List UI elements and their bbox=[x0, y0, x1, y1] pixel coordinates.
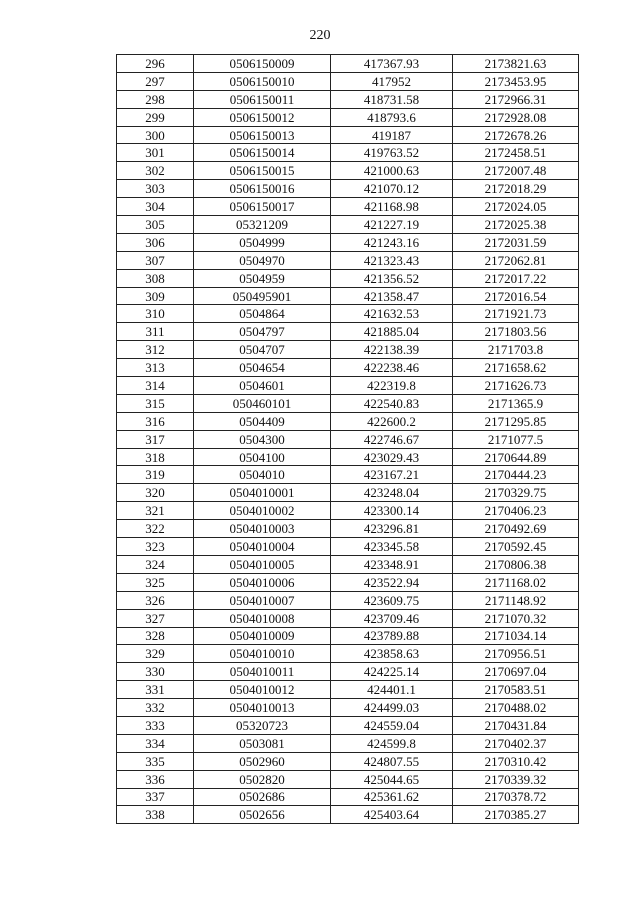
y-coordinate-cell: 2170592.45 bbox=[453, 538, 579, 556]
point-id-cell: 0506150014 bbox=[194, 144, 331, 162]
y-coordinate-cell: 2171168.02 bbox=[453, 573, 579, 591]
x-coordinate-cell: 423296.81 bbox=[331, 520, 453, 538]
y-coordinate-cell: 2173453.95 bbox=[453, 72, 579, 90]
row-number-cell: 311 bbox=[117, 323, 194, 341]
table-row bbox=[117, 198, 579, 216]
y-coordinate-cell: 2171703.8 bbox=[453, 341, 579, 359]
table-row bbox=[117, 681, 579, 699]
x-coordinate-cell: 422238.46 bbox=[331, 359, 453, 377]
point-id-cell: 0504010005 bbox=[194, 555, 331, 573]
y-coordinate-cell: 2170444.23 bbox=[453, 466, 579, 484]
row-number-cell: 313 bbox=[117, 359, 194, 377]
table-row bbox=[117, 162, 579, 180]
row-number-cell: 317 bbox=[117, 430, 194, 448]
row-number-cell: 297 bbox=[117, 72, 194, 90]
x-coordinate-cell: 421000.63 bbox=[331, 162, 453, 180]
table-row bbox=[117, 108, 579, 126]
point-id-cell: 0504797 bbox=[194, 323, 331, 341]
table-row bbox=[117, 520, 579, 538]
point-id-cell: 0502656 bbox=[194, 806, 331, 824]
y-coordinate-cell: 2172031.59 bbox=[453, 233, 579, 251]
point-id-cell: 0504010013 bbox=[194, 699, 331, 717]
x-coordinate-cell: 423167.21 bbox=[331, 466, 453, 484]
y-coordinate-cell: 2171365.9 bbox=[453, 394, 579, 412]
x-coordinate-cell: 422319.8 bbox=[331, 377, 453, 395]
point-id-cell: 0506150012 bbox=[194, 108, 331, 126]
y-coordinate-cell: 2171658.62 bbox=[453, 359, 579, 377]
point-id-cell: 0502960 bbox=[194, 752, 331, 770]
table-row bbox=[117, 448, 579, 466]
x-coordinate-cell: 419187 bbox=[331, 126, 453, 144]
table-row bbox=[117, 663, 579, 681]
y-coordinate-cell: 2172458.51 bbox=[453, 144, 579, 162]
row-number-cell: 309 bbox=[117, 287, 194, 305]
y-coordinate-cell: 2172678.26 bbox=[453, 126, 579, 144]
point-id-cell: 0504864 bbox=[194, 305, 331, 323]
row-number-cell: 322 bbox=[117, 520, 194, 538]
point-id-cell: 0504010002 bbox=[194, 502, 331, 520]
row-number-cell: 333 bbox=[117, 716, 194, 734]
row-number-cell: 304 bbox=[117, 198, 194, 216]
y-coordinate-cell: 2170329.75 bbox=[453, 484, 579, 502]
x-coordinate-cell: 423709.46 bbox=[331, 609, 453, 627]
y-coordinate-cell: 2171070.32 bbox=[453, 609, 579, 627]
table-row bbox=[117, 377, 579, 395]
y-coordinate-cell: 2171921.73 bbox=[453, 305, 579, 323]
y-coordinate-cell: 2170378.72 bbox=[453, 788, 579, 806]
x-coordinate-cell: 423789.88 bbox=[331, 627, 453, 645]
x-coordinate-cell: 424401.1 bbox=[331, 681, 453, 699]
table-row bbox=[117, 699, 579, 717]
y-coordinate-cell: 2172966.31 bbox=[453, 90, 579, 108]
y-coordinate-cell: 2172007.48 bbox=[453, 162, 579, 180]
row-number-cell: 301 bbox=[117, 144, 194, 162]
point-id-cell: 0504601 bbox=[194, 377, 331, 395]
table-row bbox=[117, 484, 579, 502]
row-number-cell: 334 bbox=[117, 734, 194, 752]
point-id-cell: 0504010001 bbox=[194, 484, 331, 502]
x-coordinate-cell: 423248.04 bbox=[331, 484, 453, 502]
x-coordinate-cell: 424559.04 bbox=[331, 716, 453, 734]
row-number-cell: 337 bbox=[117, 788, 194, 806]
y-coordinate-cell: 2170806.38 bbox=[453, 555, 579, 573]
table-row bbox=[117, 538, 579, 556]
table-row bbox=[117, 144, 579, 162]
row-number-cell: 308 bbox=[117, 269, 194, 287]
y-coordinate-cell: 2170310.42 bbox=[453, 752, 579, 770]
x-coordinate-cell: 421885.04 bbox=[331, 323, 453, 341]
x-coordinate-cell: 418793.6 bbox=[331, 108, 453, 126]
row-number-cell: 300 bbox=[117, 126, 194, 144]
point-id-cell: 0503081 bbox=[194, 734, 331, 752]
y-coordinate-cell: 2171034.14 bbox=[453, 627, 579, 645]
point-id-cell: 0506150010 bbox=[194, 72, 331, 90]
y-coordinate-cell: 2170385.27 bbox=[453, 806, 579, 824]
point-id-cell: 0502820 bbox=[194, 770, 331, 788]
x-coordinate-cell: 421168.98 bbox=[331, 198, 453, 216]
y-coordinate-cell: 2171295.85 bbox=[453, 412, 579, 430]
table-row bbox=[117, 251, 579, 269]
y-coordinate-cell: 2170697.04 bbox=[453, 663, 579, 681]
table-row bbox=[117, 305, 579, 323]
point-id-cell: 0504010006 bbox=[194, 573, 331, 591]
point-id-cell: 0504010008 bbox=[194, 609, 331, 627]
y-coordinate-cell: 2170492.69 bbox=[453, 520, 579, 538]
point-id-cell: 0504010012 bbox=[194, 681, 331, 699]
point-id-cell: 050495901 bbox=[194, 287, 331, 305]
table-row bbox=[117, 323, 579, 341]
y-coordinate-cell: 2172018.29 bbox=[453, 180, 579, 198]
row-number-cell: 303 bbox=[117, 180, 194, 198]
row-number-cell: 336 bbox=[117, 770, 194, 788]
coordinate-table bbox=[116, 54, 579, 824]
x-coordinate-cell: 418731.58 bbox=[331, 90, 453, 108]
point-id-cell: 0504409 bbox=[194, 412, 331, 430]
table-row bbox=[117, 216, 579, 234]
x-coordinate-cell: 422540.83 bbox=[331, 394, 453, 412]
row-number-cell: 323 bbox=[117, 538, 194, 556]
y-coordinate-cell: 2171803.56 bbox=[453, 323, 579, 341]
x-coordinate-cell: 425403.64 bbox=[331, 806, 453, 824]
table-row bbox=[117, 55, 579, 73]
point-id-cell: 0506150009 bbox=[194, 55, 331, 73]
table-row bbox=[117, 341, 579, 359]
point-id-cell: 0506150015 bbox=[194, 162, 331, 180]
point-id-cell: 0504959 bbox=[194, 269, 331, 287]
table-row bbox=[117, 412, 579, 430]
x-coordinate-cell: 421243.16 bbox=[331, 233, 453, 251]
row-number-cell: 320 bbox=[117, 484, 194, 502]
x-coordinate-cell: 422138.39 bbox=[331, 341, 453, 359]
row-number-cell: 307 bbox=[117, 251, 194, 269]
table-row bbox=[117, 734, 579, 752]
table-row bbox=[117, 645, 579, 663]
table-row bbox=[117, 466, 579, 484]
point-id-cell: 0504010009 bbox=[194, 627, 331, 645]
x-coordinate-cell: 424499.03 bbox=[331, 699, 453, 717]
x-coordinate-cell: 421227.19 bbox=[331, 216, 453, 234]
row-number-cell: 306 bbox=[117, 233, 194, 251]
y-coordinate-cell: 2172025.38 bbox=[453, 216, 579, 234]
x-coordinate-cell: 424807.55 bbox=[331, 752, 453, 770]
point-id-cell: 0504010010 bbox=[194, 645, 331, 663]
y-coordinate-cell: 2172062.81 bbox=[453, 251, 579, 269]
x-coordinate-cell: 421358.47 bbox=[331, 287, 453, 305]
table-row bbox=[117, 752, 579, 770]
x-coordinate-cell: 424225.14 bbox=[331, 663, 453, 681]
table-row bbox=[117, 609, 579, 627]
point-id-cell: 0504300 bbox=[194, 430, 331, 448]
x-coordinate-cell: 425044.65 bbox=[331, 770, 453, 788]
row-number-cell: 302 bbox=[117, 162, 194, 180]
point-id-cell: 0504707 bbox=[194, 341, 331, 359]
y-coordinate-cell: 2172016.54 bbox=[453, 287, 579, 305]
row-number-cell: 325 bbox=[117, 573, 194, 591]
y-coordinate-cell: 2172024.05 bbox=[453, 198, 579, 216]
table-body bbox=[117, 55, 579, 824]
row-number-cell: 332 bbox=[117, 699, 194, 717]
x-coordinate-cell: 423858.63 bbox=[331, 645, 453, 663]
x-coordinate-cell: 422746.67 bbox=[331, 430, 453, 448]
y-coordinate-cell: 2170956.51 bbox=[453, 645, 579, 663]
point-id-cell: 0506150013 bbox=[194, 126, 331, 144]
table-row bbox=[117, 716, 579, 734]
table-row bbox=[117, 573, 579, 591]
row-number-cell: 312 bbox=[117, 341, 194, 359]
point-id-cell: 05321209 bbox=[194, 216, 331, 234]
row-number-cell: 338 bbox=[117, 806, 194, 824]
x-coordinate-cell: 419763.52 bbox=[331, 144, 453, 162]
x-coordinate-cell: 423300.14 bbox=[331, 502, 453, 520]
table-row bbox=[117, 806, 579, 824]
table-row bbox=[117, 126, 579, 144]
point-id-cell: 0504010011 bbox=[194, 663, 331, 681]
table-row bbox=[117, 287, 579, 305]
row-number-cell: 296 bbox=[117, 55, 194, 73]
y-coordinate-cell: 2173821.63 bbox=[453, 55, 579, 73]
table-row bbox=[117, 269, 579, 287]
row-number-cell: 335 bbox=[117, 752, 194, 770]
row-number-cell: 319 bbox=[117, 466, 194, 484]
y-coordinate-cell: 2170583.51 bbox=[453, 681, 579, 699]
row-number-cell: 299 bbox=[117, 108, 194, 126]
table-row bbox=[117, 627, 579, 645]
x-coordinate-cell: 423609.75 bbox=[331, 591, 453, 609]
point-id-cell: 0506150017 bbox=[194, 198, 331, 216]
row-number-cell: 314 bbox=[117, 377, 194, 395]
table-row bbox=[117, 233, 579, 251]
y-coordinate-cell: 2172017.22 bbox=[453, 269, 579, 287]
point-id-cell: 050460101 bbox=[194, 394, 331, 412]
y-coordinate-cell: 2170488.02 bbox=[453, 699, 579, 717]
row-number-cell: 327 bbox=[117, 609, 194, 627]
row-number-cell: 310 bbox=[117, 305, 194, 323]
row-number-cell: 328 bbox=[117, 627, 194, 645]
table-row bbox=[117, 555, 579, 573]
point-id-cell: 0504010007 bbox=[194, 591, 331, 609]
y-coordinate-cell: 2171148.92 bbox=[453, 591, 579, 609]
point-id-cell: 0504970 bbox=[194, 251, 331, 269]
x-coordinate-cell: 423029.43 bbox=[331, 448, 453, 466]
y-coordinate-cell: 2170339.32 bbox=[453, 770, 579, 788]
x-coordinate-cell: 421356.52 bbox=[331, 269, 453, 287]
row-number-cell: 316 bbox=[117, 412, 194, 430]
x-coordinate-cell: 421632.53 bbox=[331, 305, 453, 323]
row-number-cell: 298 bbox=[117, 90, 194, 108]
table-row bbox=[117, 788, 579, 806]
row-number-cell: 318 bbox=[117, 448, 194, 466]
point-id-cell: 0504100 bbox=[194, 448, 331, 466]
row-number-cell: 331 bbox=[117, 681, 194, 699]
table-row bbox=[117, 90, 579, 108]
table-row bbox=[117, 180, 579, 198]
point-id-cell: 0504999 bbox=[194, 233, 331, 251]
row-number-cell: 305 bbox=[117, 216, 194, 234]
x-coordinate-cell: 421323.43 bbox=[331, 251, 453, 269]
point-id-cell: 0506150011 bbox=[194, 90, 331, 108]
y-coordinate-cell: 2170431.84 bbox=[453, 716, 579, 734]
x-coordinate-cell: 424599.8 bbox=[331, 734, 453, 752]
y-coordinate-cell: 2170644.89 bbox=[453, 448, 579, 466]
table-row bbox=[117, 72, 579, 90]
x-coordinate-cell: 417952 bbox=[331, 72, 453, 90]
table-row bbox=[117, 591, 579, 609]
table-row bbox=[117, 359, 579, 377]
y-coordinate-cell: 2171077.5 bbox=[453, 430, 579, 448]
x-coordinate-cell: 421070.12 bbox=[331, 180, 453, 198]
point-id-cell: 05320723 bbox=[194, 716, 331, 734]
x-coordinate-cell: 423345.58 bbox=[331, 538, 453, 556]
x-coordinate-cell: 422600.2 bbox=[331, 412, 453, 430]
table-row bbox=[117, 502, 579, 520]
point-id-cell: 0504654 bbox=[194, 359, 331, 377]
point-id-cell: 0504010003 bbox=[194, 520, 331, 538]
y-coordinate-cell: 2171626.73 bbox=[453, 377, 579, 395]
point-id-cell: 0504010 bbox=[194, 466, 331, 484]
point-id-cell: 0504010004 bbox=[194, 538, 331, 556]
point-id-cell: 0502686 bbox=[194, 788, 331, 806]
row-number-cell: 324 bbox=[117, 555, 194, 573]
table-row bbox=[117, 394, 579, 412]
row-number-cell: 330 bbox=[117, 663, 194, 681]
row-number-cell: 329 bbox=[117, 645, 194, 663]
y-coordinate-cell: 2172928.08 bbox=[453, 108, 579, 126]
y-coordinate-cell: 2170402.37 bbox=[453, 734, 579, 752]
row-number-cell: 315 bbox=[117, 394, 194, 412]
table-row bbox=[117, 770, 579, 788]
x-coordinate-cell: 417367.93 bbox=[331, 55, 453, 73]
x-coordinate-cell: 425361.62 bbox=[331, 788, 453, 806]
table-row bbox=[117, 430, 579, 448]
row-number-cell: 321 bbox=[117, 502, 194, 520]
page-number: 220 bbox=[309, 28, 331, 43]
y-coordinate-cell: 2170406.23 bbox=[453, 502, 579, 520]
x-coordinate-cell: 423348.91 bbox=[331, 555, 453, 573]
point-id-cell: 0506150016 bbox=[194, 180, 331, 198]
x-coordinate-cell: 423522.94 bbox=[331, 573, 453, 591]
row-number-cell: 326 bbox=[117, 591, 194, 609]
